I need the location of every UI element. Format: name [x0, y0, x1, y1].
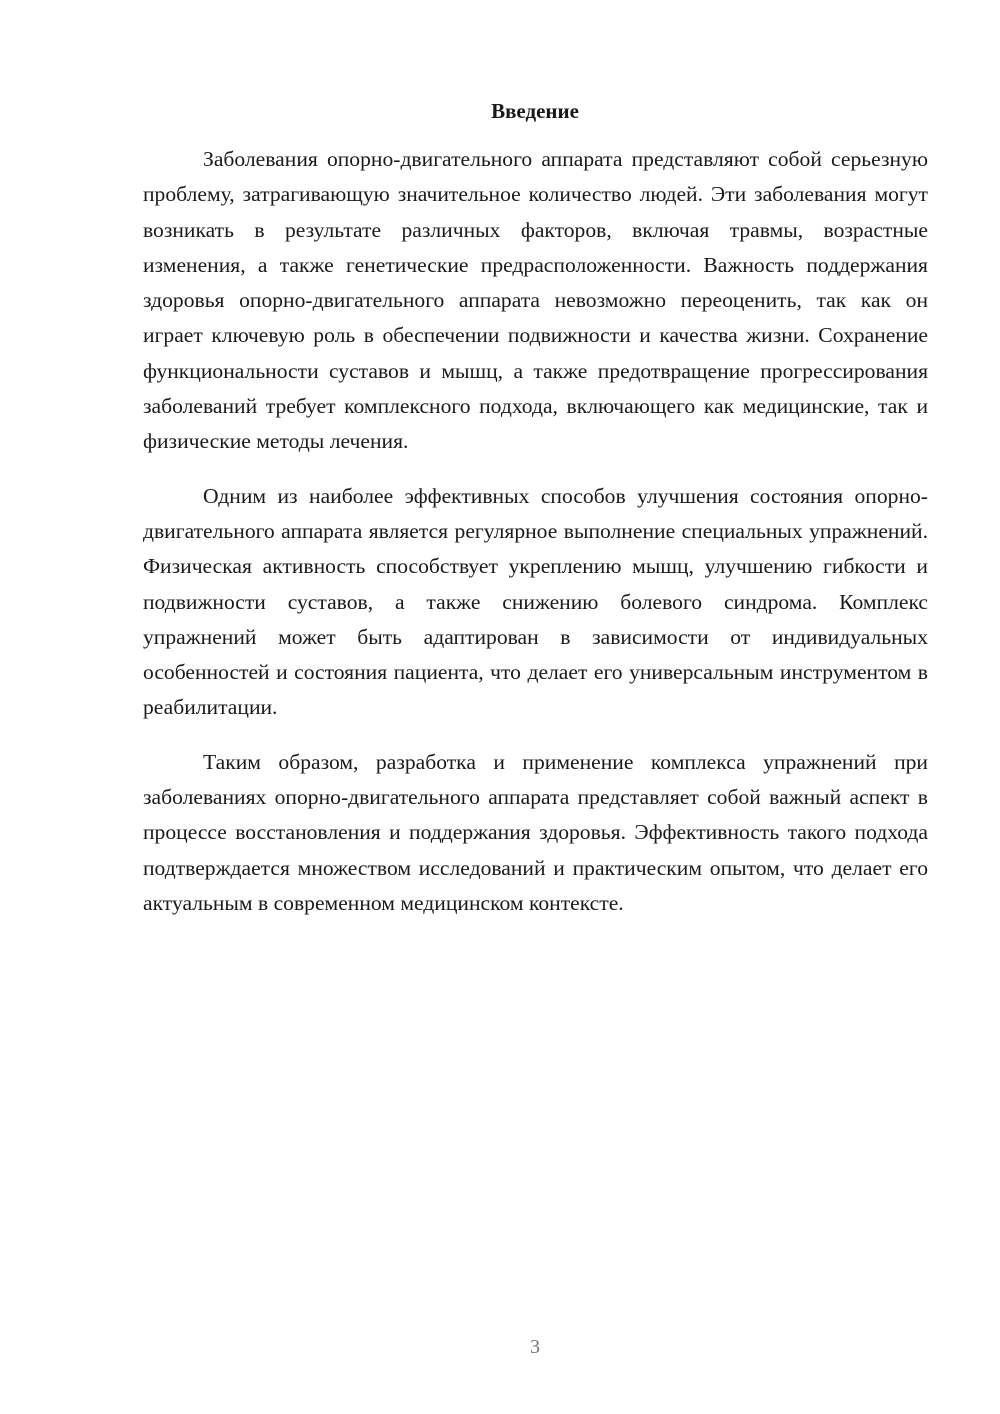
- paragraph-2: Одним из наиболее эффективных способов улучшения состояния опорно-двигательного аппарата является регулярное выполнение специальных упражнений. Физическая активность способствует укреплению мышц, улучшению гибкости и подвижности суставов, а также снижению болевого синдрома. Комплекс упражнений может быть адаптирован в зависимости от индивидуальных особенностей и состояния пациента, что делает его универсальным инструментом в реабилитации.: [143, 483, 928, 720]
- document-body: [143, 142, 928, 921]
- page-number: 3: [530, 1336, 540, 1358]
- paragraph-1: Заболевания опорно-двигательного аппарата представляют собой серьезную проблему, затрагивающую значительное количество людей. Эти заболевания могут возникать в результате различных факторов, включая травмы, возрастные изменения, а также генетические предрасположенности. Важность поддержания здоровья опорно-двигательного аппарата невозможно переоценить, так как он играет ключевую роль в обеспечении подвижности и качества жизни. Сохранение функциональности суставов и мышц, а также предотвращение прогрессирования заболеваний требует комплексного подхода, включающего как медицинские, так и физические методы лечения.: [143, 147, 928, 454]
- page-title: Введение: [491, 99, 579, 123]
- paragraph-3: Таким образом, разработка и применение комплекса упражнений при заболеваниях опорно-двигательного аппарата представляет собой важный аспект в процессе восстановления и поддержания здоровья. Эффективность такого подхода подтверждается множеством исследований и практическим опытом, что делает его актуальным в современном медицинском контексте.: [143, 749, 928, 915]
